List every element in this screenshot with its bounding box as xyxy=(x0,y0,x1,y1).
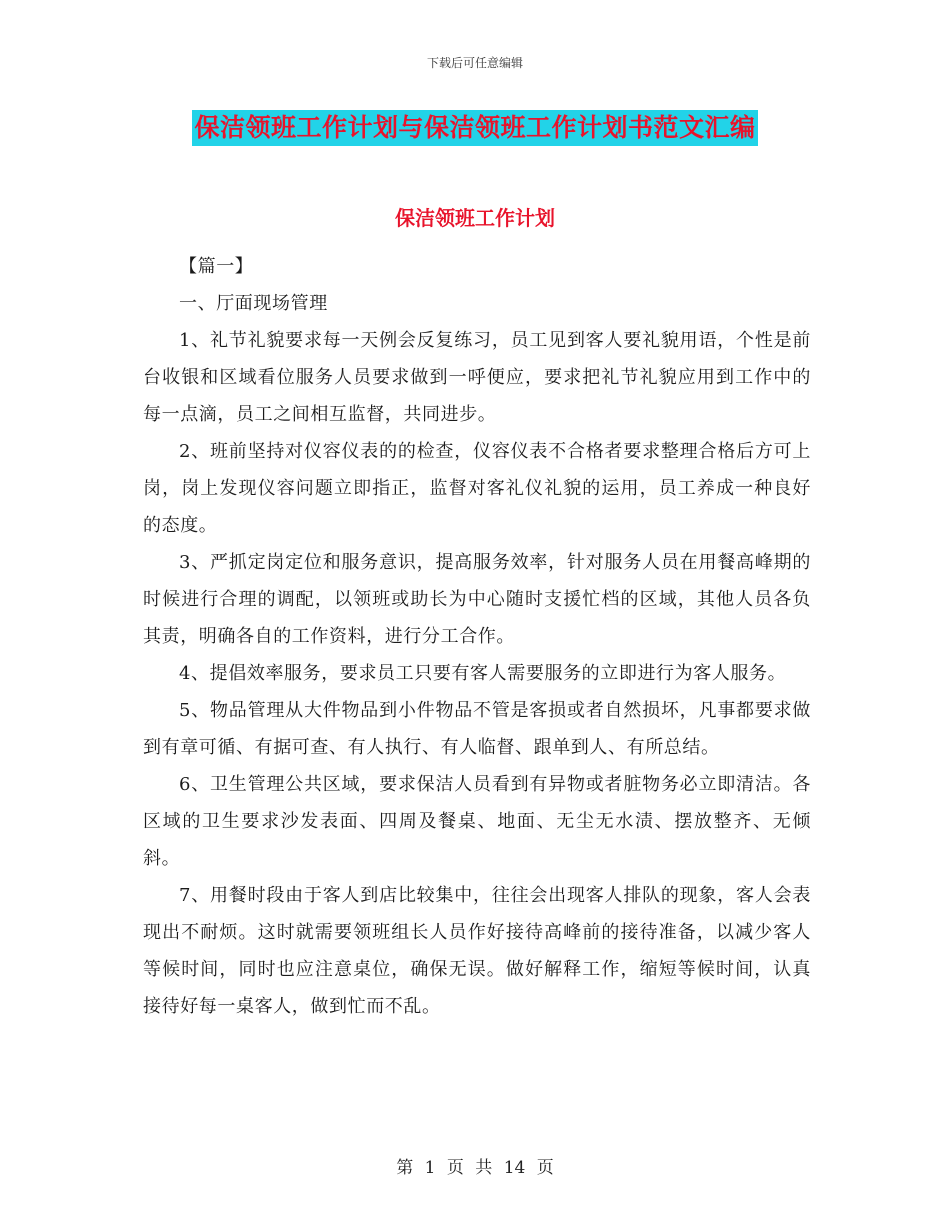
paragraph: 4、提倡效率服务，要求员工只要有客人需要服务的立即进行为客人服务。 xyxy=(179,663,787,684)
paragraph: 7、用餐时段由于客人到店比较集中，往往会出现客人排队的现象，客人会表现出不耐烦。这时就需要领班组长人员作好接待高峰前的接待准备，以减少客人等候时间，同时也应注意桌位，确保无误。做好解释工作，缩短等候时间，认真接待好每一桌客人，做到忙而不乱。 xyxy=(143,885,811,1017)
paragraph: 1、礼节礼貌要求每一天例会反复练习，员工见到客人要礼貌用语，个性是前台收银和区域看位服务人员要求做到一呼便应，要求把礼节礼貌应用到工作中的每一点滴，员工之间相互监督，共同进步。 xyxy=(143,330,811,425)
part-label: 【篇一】 xyxy=(179,256,254,277)
paragraph: 5、物品管理从大件物品到小件物品不管是客损或者自然损坏，凡事都要求做到有章可循、有据可查、有人执行、有人临督、跟单到人、有所总结。 xyxy=(143,700,811,758)
page-footer: 第 1 页 共 14 页 xyxy=(396,1158,554,1178)
header-note: 下载后可任意编辑 xyxy=(426,56,523,70)
document-title-container xyxy=(0,110,950,146)
paragraph: 6、卫生管理公共区域，要求保洁人员看到有异物或者脏物务必立即清洁。各区域的卫生要求沙发表面、四周及餐桌、地面、无尘无水渍、摆放整齐、无倾斜。 xyxy=(143,774,811,869)
document-body xyxy=(143,248,811,1025)
document-title: 保洁领班工作计划与保洁领班工作计划书范文汇编 xyxy=(192,110,757,146)
paragraph: 3、严抓定岗定位和服务意识，提高服务效率，针对服务人员在用餐高峰期的时候进行合理的调配，以领班或助长为中心随时支援忙档的区域，其他人员各负其责，明确各自的工作资料，进行分工合作。 xyxy=(143,552,811,647)
section-title: 保洁领班工作计划 xyxy=(395,206,555,230)
paragraph: 2、班前坚持对仪容仪表的的检查，仪容仪表不合格者要求整理合格后方可上岗，岗上发现仪容问题立即指正，监督对客礼仪礼貌的运用，员工养成一种良好的态度。 xyxy=(143,441,811,536)
subheading: 一、厅面现场管理 xyxy=(179,293,328,314)
